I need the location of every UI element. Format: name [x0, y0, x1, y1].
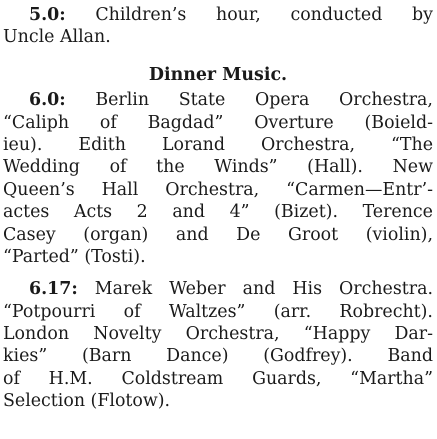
text-word: Waltzes” — [168, 301, 246, 322]
text-word: conducted — [290, 5, 383, 25]
text-word: “The — [391, 134, 433, 155]
newspaper-column — [3, 4, 433, 413]
text-word: “Carmen—Entr’- — [286, 179, 433, 200]
text-word: kies” — [3, 346, 48, 367]
text-word: Bagdad” — [147, 112, 224, 133]
text-word: Terence — [362, 202, 433, 223]
text-word: (arr. — [273, 301, 312, 322]
text-word: Hall — [101, 179, 139, 200]
text-word: of — [99, 112, 117, 133]
text-word: Orchestra, — [339, 90, 433, 111]
text-word: Marek — [94, 279, 153, 300]
text-word: Winds” — [214, 157, 278, 178]
text-line — [3, 89, 433, 111]
text-word: London — [3, 324, 70, 345]
text-word: Weber — [169, 279, 226, 300]
program-time: 6.17: — [29, 279, 78, 300]
text-word: Children’s — [95, 5, 187, 25]
text-word: ieu). — [3, 134, 43, 155]
text-word: Queen’s — [3, 179, 75, 200]
text-word: H.M. — [48, 368, 93, 389]
text-word: Orchestra, — [185, 324, 280, 345]
text-line — [3, 278, 433, 300]
text-word: Novelty — [93, 324, 162, 345]
text-word: Orchestra, — [165, 179, 260, 200]
text-word: 4” — [229, 202, 250, 223]
text-word: “Martha” — [350, 368, 433, 389]
text-word: De — [236, 224, 261, 245]
text-word: Groot — [287, 224, 339, 245]
text-word: (organ) — [83, 224, 149, 245]
text-word: Overture — [254, 112, 334, 133]
text-word: Band — [387, 346, 433, 367]
text-line: Uncle Allan. — [3, 27, 111, 48]
program-time: 5.0: — [29, 5, 66, 25]
section-heading: Dinner Music. — [148, 64, 288, 85]
text-word: Orchestra, — [261, 134, 355, 155]
text-word: (violin), — [365, 224, 433, 245]
text-word: “Happy — [303, 324, 371, 345]
text-word: Edith — [78, 134, 126, 155]
text-word: (Hall). — [307, 157, 363, 178]
text-word: Lorand — [161, 134, 226, 155]
text-word: His — [292, 279, 323, 300]
text-word: “Caliph — [3, 112, 70, 133]
text-word: Robrecht). — [339, 301, 433, 322]
text-word: and — [175, 224, 209, 245]
text-word: (Godfrey). — [263, 346, 353, 367]
text-word: actes — [3, 202, 50, 223]
text-word: Casey — [3, 224, 56, 245]
text-word: Orchestra. — [339, 279, 433, 300]
text-line — [3, 179, 433, 201]
text-line — [3, 134, 433, 156]
paragraph-dinner-music-6-0 — [3, 89, 433, 268]
text-word: (Bizet). — [274, 202, 338, 223]
text-word: “Potpourri — [3, 301, 96, 322]
text-word: and — [242, 279, 276, 300]
text-line — [3, 368, 433, 390]
text-line — [3, 323, 433, 345]
program-time: 6.0: — [29, 90, 66, 111]
text-word: State — [178, 90, 226, 111]
text-word: Dar- — [394, 324, 433, 345]
text-word: Coldstream — [121, 368, 224, 389]
text-word: Guards, — [252, 368, 322, 389]
text-word: hour, — [216, 5, 261, 25]
text-line: Selection (Flotow). — [3, 391, 171, 412]
text-line — [3, 112, 433, 134]
text-word: (Boield- — [364, 112, 433, 133]
text-word: Wedding — [3, 157, 80, 178]
text-word: Acts — [73, 202, 113, 223]
text-line — [3, 156, 433, 178]
text-word: of — [3, 368, 20, 389]
paragraph-dinner-music-6-17 — [3, 278, 433, 412]
text-word: of — [109, 157, 127, 178]
text-word: New — [392, 157, 433, 178]
text-word: Opera — [254, 90, 310, 111]
text-word: the — [156, 157, 185, 178]
text-word: Dance) — [166, 346, 229, 367]
text-word: by — [412, 5, 433, 25]
paragraph-childrens-hour — [3, 4, 433, 49]
text-word: 2 — [136, 202, 148, 223]
text-word: (Barn — [81, 346, 132, 367]
text-word: Berlin — [95, 90, 150, 111]
text-line: “Parted” (Tosti). — [3, 246, 146, 267]
text-line — [3, 224, 433, 246]
text-word: of — [123, 301, 141, 322]
text-line — [3, 4, 433, 26]
text-line — [3, 345, 433, 367]
text-word: and — [172, 202, 206, 223]
text-line — [3, 301, 433, 323]
text-line — [3, 201, 433, 223]
